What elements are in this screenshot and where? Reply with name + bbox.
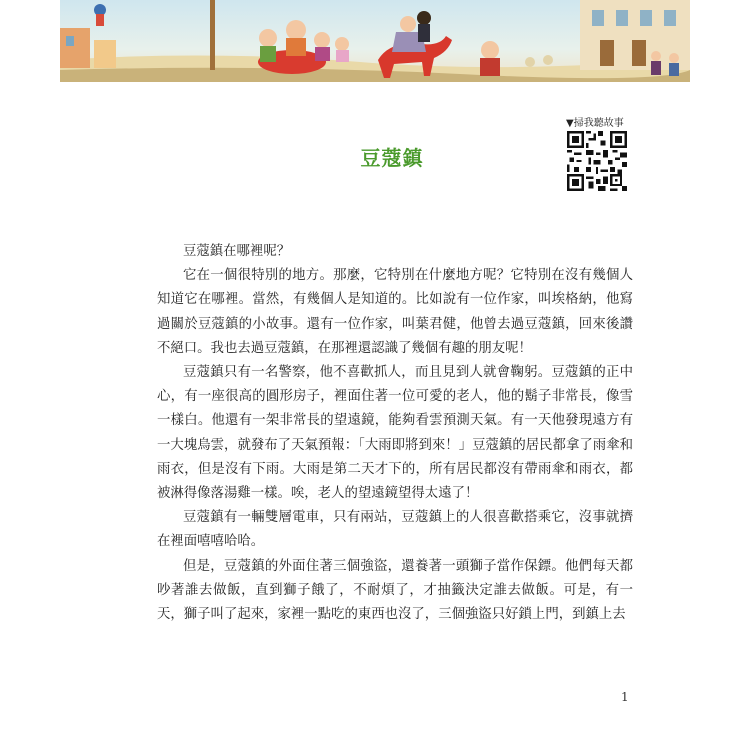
paragraph: 但是，豆蔻鎮的外面住著三個強盜，還養著一頭獅子當作保鏢。他們每天都吵著誰去做飯，直到獅子餓了，不耐煩了，才抽籤決定誰去做飯。可是，有一天，獅子叫了起來，家裡一點吃的東西也沒了，三個強盜只好鎖上門，到鎮上去 <box>157 558 633 623</box>
story-body <box>157 240 633 627</box>
paragraph: 它在一個很特別的地方。那麼，它特別在什麼地方呢？它特別在沒有幾個人知道它在哪裡。當然，有幾個人是知道的。比如說有一位作家，叫埃格納，他寫過關於豆蔻鎮的小故事。還有一位作家，叫葉君健，他曾去過豆蔻鎮，回來後讚不絕口。我也去過豆蔻鎮，在那裡還認識了幾個有趣的朋友呢！ <box>157 268 633 356</box>
story-title: 豆蔻鎮 <box>360 146 424 170</box>
qr-caption: ▼掃我聽故事 <box>566 118 624 129</box>
banner-illustration-icon <box>60 0 690 82</box>
illustration-banner <box>60 0 690 82</box>
paragraph: 豆蔻鎮只有一名警察，他不喜歡抓人，而且見到人就會鞠躬。豆蔻鎮的正中心，有一座很高的圓形房子，裡面住著一位可愛的老人，他的鬍子非常長，像雪一樣白。他還有一架非常長的望遠鏡，能夠看雲預測天氣。有一天他發現遠方有一大塊烏雲，就發布了天氣預報：「大雨即將到來！」豆蔻鎮的居民都拿了雨傘和雨衣，但是沒有下雨。大雨是第二天才下的，所有居民都沒有帶雨傘和雨衣，都被淋得像落湯雞一樣。唉，老人的望遠鏡望得太遠了！ <box>157 365 633 502</box>
paragraph: 豆蔻鎮有一輛雙層電車，只有兩站，豆蔻鎮上的人很喜歡搭乘它，沒事就擠在裡面嘻嘻哈哈。 <box>157 510 633 550</box>
page-number: 1 <box>621 690 629 704</box>
paragraph: 豆蔻鎮在哪裡呢？ <box>183 244 291 259</box>
